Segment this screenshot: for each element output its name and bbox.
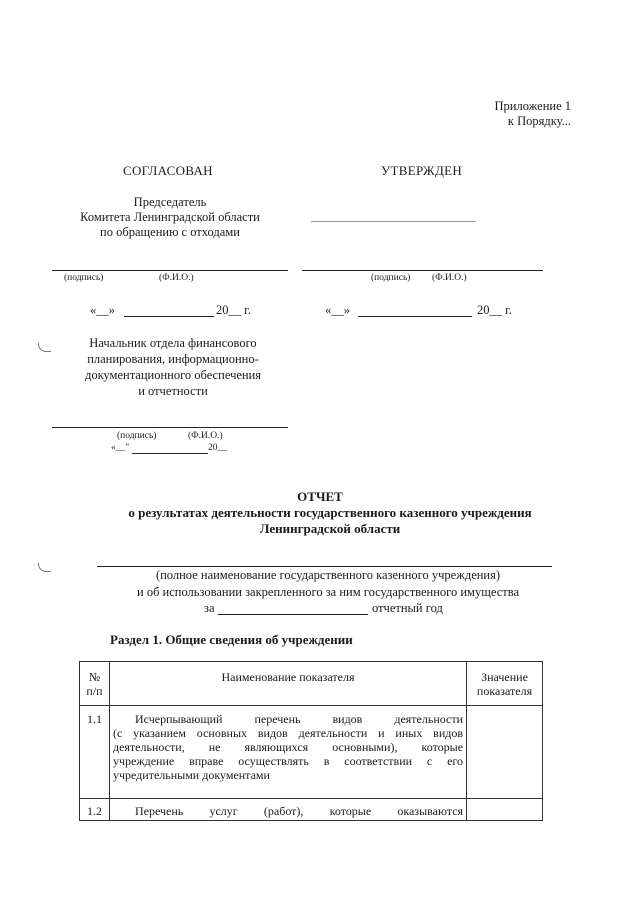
appendix-line-2: к Порядку... xyxy=(507,114,571,128)
section-1-title: Раздел 1. Общие сведения об учреждении xyxy=(110,632,353,647)
header-num xyxy=(80,662,110,706)
approved-position-line xyxy=(311,221,476,222)
row-description xyxy=(109,706,466,799)
approved-signature-caption: (подпись) xyxy=(371,273,411,283)
report-title: ОТЧЕТ xyxy=(297,489,343,504)
department-head-signature-caption: (подпись) xyxy=(117,431,157,441)
row-description xyxy=(109,799,466,821)
row-description-line: деятельности, не являющихся основными), которые xyxy=(112,740,464,754)
agreed-name-caption: (Ф.И.О.) xyxy=(159,273,194,283)
agreed-signature-line xyxy=(52,270,288,271)
agreed-position xyxy=(50,195,290,240)
period-suffix: отчетный год xyxy=(372,601,443,615)
header-value xyxy=(467,662,543,706)
agreed-position-line: по обращению с отходами xyxy=(100,225,240,239)
row-value xyxy=(467,706,543,799)
approved-date-month-line xyxy=(358,316,472,317)
institution-name-line xyxy=(97,566,552,567)
row-description-line: (с указанием основных видов деятельности и иных видов xyxy=(112,726,464,740)
report-subtitle-line-2: Ленинградской области xyxy=(259,521,401,536)
table-header-row xyxy=(80,662,543,706)
agreed-position-line: Комитета Ленинградской области xyxy=(80,210,260,224)
appendix-label xyxy=(495,99,571,129)
approved-title: УТВЕРЖДЕН xyxy=(381,163,463,178)
property-line: и об использовании закрепленного за ним государственного имущества xyxy=(137,585,519,599)
agreed-date-day: «__» xyxy=(90,303,115,317)
row-value xyxy=(467,799,543,821)
row-description-line: учредительными документами xyxy=(112,768,270,782)
period-line xyxy=(218,614,368,615)
row-description-line: Перечень услуг (работ), которые оказываются xyxy=(134,804,464,818)
department-head-position xyxy=(60,335,286,399)
appendix-line-1: Приложение 1 xyxy=(494,99,571,113)
row-num: 1.1 xyxy=(80,706,110,799)
department-head-date-year: 20__ xyxy=(208,443,227,453)
department-head-line: и отчетности xyxy=(138,384,208,398)
department-head-line: планирования, информационно- xyxy=(87,352,259,366)
department-head-line: документационного обеспечения xyxy=(84,368,262,382)
approved-date-day: «__» xyxy=(325,303,350,317)
header-value-line-2: показателя xyxy=(476,684,533,698)
table-row xyxy=(80,706,543,799)
institution-name-caption: (полное наименование государственного казенного учреждения) xyxy=(155,568,501,582)
department-head-date-month-line xyxy=(132,453,208,454)
agreed-date-year: 20__ г. xyxy=(216,303,251,317)
department-head-signature-line xyxy=(52,427,288,428)
margin-mark xyxy=(38,343,51,352)
approved-signature-line xyxy=(302,270,543,271)
header-num-line-1: № xyxy=(88,670,101,684)
period-prefix: за xyxy=(204,601,215,615)
general-info-table xyxy=(79,661,543,821)
row-description-line: Исчерпывающий перечень видов деятельности xyxy=(134,712,464,726)
department-head-date-day: «__" xyxy=(111,443,130,453)
agreed-position-line: Председатель xyxy=(133,195,207,209)
row-description-line: учреждение вправе осуществлять в соответствии с его xyxy=(112,754,464,768)
report-subtitle-line-1: о результатах деятельности государственного казенного учреждения xyxy=(128,505,532,520)
department-head-name-caption: (Ф.И.О.) xyxy=(188,431,223,441)
header-name: Наименование показателя xyxy=(109,662,466,706)
department-head-line: Начальник отдела финансового xyxy=(89,336,257,350)
header-value-line-1: Значение xyxy=(481,670,528,684)
agreed-signature-caption: (подпись) xyxy=(64,273,104,283)
header-num-line-2: п/п xyxy=(86,684,103,698)
table-row xyxy=(80,799,543,821)
agreed-title: СОГЛАСОВАН xyxy=(123,163,213,178)
approved-name-caption: (Ф.И.О.) xyxy=(432,273,467,283)
approved-date-year: 20__ г. xyxy=(477,303,512,317)
row-num: 1.2 xyxy=(80,799,110,821)
agreed-date-month-line xyxy=(124,316,214,317)
